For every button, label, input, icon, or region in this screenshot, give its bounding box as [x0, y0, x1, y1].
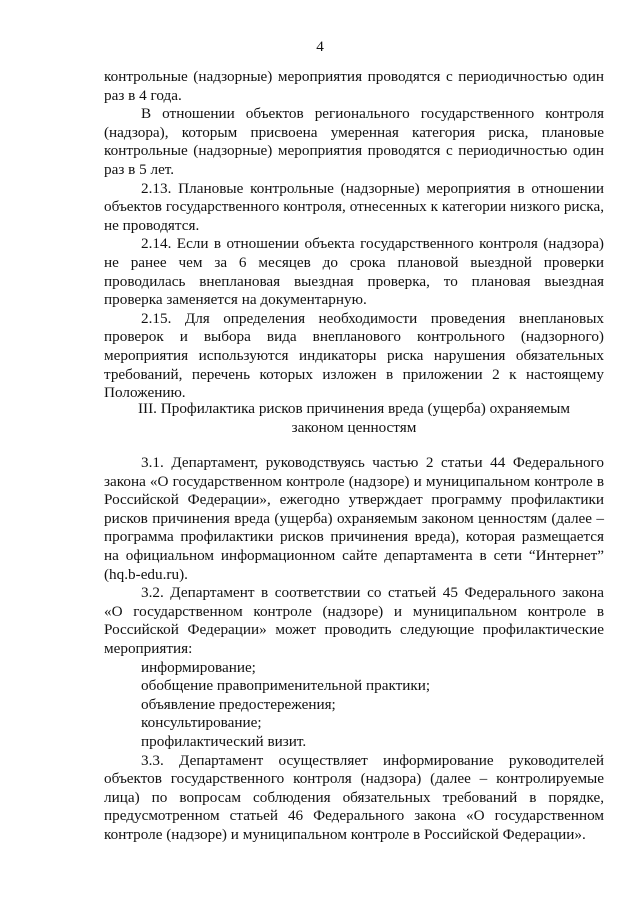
paragraph-moderate-risk: В отношении объектов регионального государственного контроля (надзора), которым присвоена умеренная категория риска, плановые контрольные (надзорные) мероприятия проводятся с периодичностью один раз в 5 лет.: [104, 105, 604, 178]
list-item: профилактический визит.: [141, 732, 307, 750]
measures-list: [104, 659, 604, 752]
text-block-upper: [104, 68, 604, 403]
paragraph-2-13: 2.13. Плановые контрольные (надзорные) мероприятия в отношении объектов государственного контроля, отнесенных к категории низкого риска, не проводятся.: [104, 179, 604, 234]
page-number: 4: [316, 38, 324, 55]
section-heading: [104, 400, 604, 437]
paragraph-3-2: 3.2. Департамент в соответствии со статьей 45 Федерального закона «О государственном контроле (надзоре) и муниципальном контроле в Российской Федерации» может проводить следующие профилактические мероприятия:: [104, 584, 604, 657]
paragraph-3-3: 3.3. Департамент осуществляет информирование руководителей объектов государственного контроля (надзора) (далее – контролируемые лица) по вопросам соблюдения обязательных требований в порядке, предусмотренном статьей 46 Федерального закона «О государственном контроле (надзоре) и муниципальном контроле в Российской Федерации».: [104, 751, 604, 843]
text-block-lower: [104, 454, 604, 844]
paragraph-continuation: контрольные (надзорные) мероприятия проводятся с периодичностью один раз в 4 года.: [104, 68, 604, 104]
list-item: консультирование;: [141, 714, 262, 732]
paragraph-2-14: 2.14. Если в отношении объекта государственного контроля (надзора) не ранее чем за 6 месяцев до срока плановой выездной проверки проводилась внеплановая выездная проверка, то плановая выездная проверка заменяется на документарную.: [104, 235, 604, 309]
list-item: обобщение правоприменительной практики;: [141, 677, 431, 695]
list-item: объявление предостережения;: [141, 695, 336, 713]
paragraph-3-1: 3.1. Департамент, руководствуясь частью 2 статьи 44 Федерального закона «О государственном контроле (надзоре) и муниципальном контроле в Российской Федерации», ежегодно утверждает программу профилактики рисков причинения вреда (ущерба) охраняемым законом ценностям (далее – программа профилактики рисков причинения вреда), которая размещается на официальном информационном сайте департамента в сети “Интернет” (hq.b-edu.ru).: [104, 454, 604, 583]
section-heading-line-2: законом ценностям: [291, 418, 417, 436]
list-item: информирование;: [141, 658, 256, 676]
section-heading-line-1: III. Профилактика рисков причинения вреда (ущерба) охраняемым: [138, 400, 570, 417]
paragraph-2-15: 2.15. Для определения необходимости проведения внеплановых проверок и выбора вида внепланового контрольного (надзорного) мероприятия используются индикаторы риска нарушения обязательных требований, перечень которых изложен в приложении 2 к настоящему Положению.: [104, 309, 604, 402]
